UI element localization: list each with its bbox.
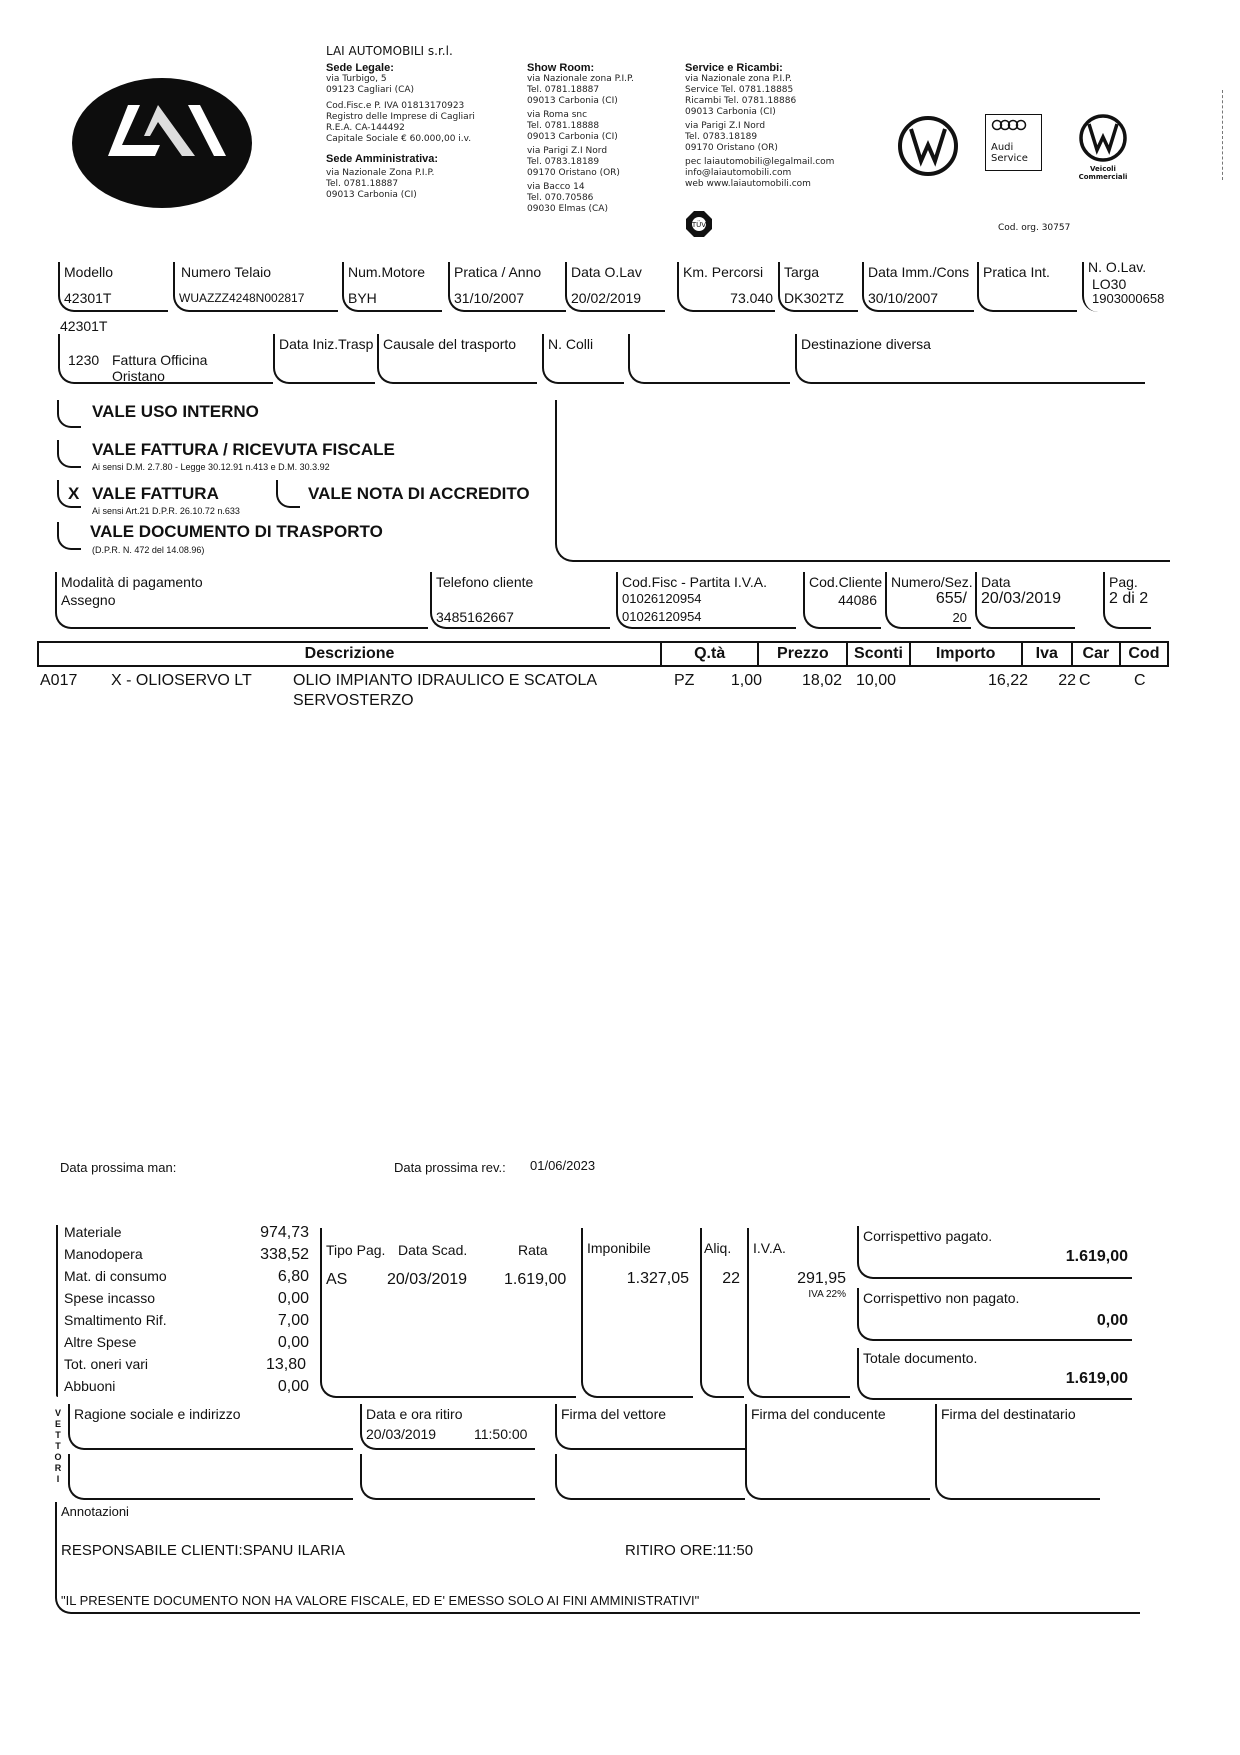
- show-room-title: Show Room:: [527, 62, 595, 74]
- pratica-label: Pratica / Anno: [454, 264, 542, 280]
- ritiro-time: 11:50:00: [474, 1426, 528, 1442]
- tipo-pag-header: Tipo Pag.: [326, 1242, 386, 1258]
- installment-scadenza: 20/03/2019: [387, 1271, 468, 1288]
- cost-value: 6,80: [277, 1268, 309, 1285]
- info-email: info@laiautomobili.com: [685, 168, 792, 178]
- field-data-olav: [565, 262, 665, 312]
- show-room-line: via Parigi Z.I Nord: [527, 146, 608, 156]
- col-car: Car: [1072, 642, 1120, 666]
- side-letter: I: [56, 1474, 60, 1484]
- data-scad-header: Data Scad.: [398, 1242, 468, 1258]
- iva-label: I.V.A.: [753, 1240, 786, 1256]
- field-data: [975, 572, 1075, 629]
- item-code: A017: [40, 672, 78, 689]
- data-label: Data: [981, 574, 1011, 590]
- side-letter: E: [54, 1419, 61, 1429]
- responsabile-note: RESPONSABILE CLIENTI:SPANU ILARIA: [61, 1542, 345, 1559]
- vettori-side-label: [54, 1408, 62, 1485]
- volkswagen-logo-icon: [897, 115, 959, 177]
- km-value: 73.040: [730, 290, 773, 306]
- cost-value: 7,00: [277, 1312, 309, 1329]
- cost-value: 0,00: [277, 1334, 309, 1351]
- modalita-value: Assegno: [61, 592, 116, 608]
- side-letter: V: [54, 1408, 61, 1418]
- ragione-label: Ragione sociale e indirizzo: [74, 1406, 241, 1422]
- cost-label: Manodopera: [64, 1246, 143, 1262]
- service-line: Tel. 0783.18189: [685, 132, 758, 142]
- data-iniz-label: Data Iniz.Trasp: [279, 336, 374, 352]
- codcliente-value: 44086: [838, 592, 877, 608]
- sede-legale-title: Sede Legale:: [326, 62, 394, 74]
- next-maintenance-label: Data prossima man:: [60, 1160, 177, 1175]
- fiscal-line: R.E.A. CA-144492: [326, 123, 405, 133]
- col-sconti: Sconti: [847, 642, 909, 666]
- pagato-value: 1.619,00: [1065, 1248, 1128, 1265]
- item-article: X - OLIOSERVO LT: [111, 672, 252, 689]
- n-olav-value1: LO30: [1092, 276, 1127, 292]
- data-imm-label: Data Imm./Cons: [868, 264, 970, 280]
- causale-label: Causale del trasporto: [383, 336, 517, 352]
- annotazioni-box: [55, 1502, 1140, 1614]
- firma-destinatario-box: [935, 1404, 1100, 1500]
- website: web www.laiautomobili.com: [685, 179, 811, 189]
- data-ora-ritiro-box-2: [360, 1454, 535, 1500]
- show-room-line: via Roma snc: [527, 110, 588, 120]
- audi-service-logo: [985, 114, 1042, 171]
- service-line: Ricambi Tel. 0781.18886: [685, 96, 797, 106]
- item-discount: 10,00: [856, 672, 897, 689]
- item-car: C: [1079, 672, 1091, 689]
- field-pratica: [448, 262, 566, 312]
- ritiro-date: 20/03/2019: [366, 1426, 437, 1442]
- audi-label: Audi: [991, 142, 1014, 153]
- field-modello: [58, 262, 168, 312]
- aliquota-box: [700, 1228, 744, 1398]
- firma-conducente-box: [745, 1404, 930, 1500]
- show-room-line: via Nazionale zona P.I.P.: [527, 74, 634, 84]
- data-olav-value: 20/02/2019: [571, 290, 642, 306]
- service-title: Service e Ricambi:: [685, 62, 783, 74]
- modalita-label: Modalità di pagamento: [61, 574, 203, 590]
- show-room-line: Tel. 0781.18887: [527, 85, 600, 95]
- svg-text:TÜV: TÜV: [691, 221, 707, 229]
- cost-value: 974,73: [260, 1224, 309, 1241]
- sede-amm-title: Sede Amministrativa:: [326, 153, 439, 165]
- customer-code: 1230: [68, 352, 100, 368]
- cost-label: Altre Spese: [64, 1334, 137, 1350]
- item-description-line1: OLIO IMPIANTO IDRAULICO E SCATOLA: [293, 672, 598, 689]
- costs-box-border: [56, 1225, 58, 1397]
- col-iva: Iva: [1022, 642, 1072, 666]
- totale-label: Totale documento.: [863, 1350, 978, 1366]
- field-motore: [342, 262, 442, 312]
- service-line: via Parigi Z.I Nord: [685, 121, 766, 131]
- show-room-line: Tel. 0783.18189: [527, 157, 600, 167]
- ragione-sociale-box: [68, 1404, 353, 1450]
- company-name: LAI AUTOMOBILI s.r.l.: [326, 44, 453, 58]
- cost-label: Materiale: [64, 1224, 122, 1240]
- side-letter: O: [54, 1452, 62, 1462]
- show-room: [527, 62, 634, 215]
- vw-commercial-logo-icon: [1078, 113, 1128, 163]
- aliquota-label: Aliq.: [704, 1240, 732, 1256]
- customer-address-box: [555, 400, 1170, 562]
- field-data-imm: [862, 262, 974, 312]
- pag-value: 2 di 2: [1109, 590, 1149, 607]
- fattura-note: Ai sensi Art.21 D.P.R. 26.10.72 n.633: [92, 506, 240, 516]
- field-targa: [778, 262, 858, 312]
- uso-interno-label: VALE USO INTERNO: [92, 402, 259, 421]
- trasporto-label: VALE DOCUMENTO DI TRASPORTO: [90, 522, 383, 541]
- corrispettivo-pagato-box: [857, 1226, 1132, 1279]
- page-edge-mark: [1222, 90, 1223, 180]
- cost-row: [64, 1312, 309, 1334]
- show-room-line: 09170 Oristano (OR): [527, 168, 620, 178]
- aliquota-value: 22: [722, 1270, 740, 1287]
- pagato-label: Corrispettivo pagato.: [863, 1228, 993, 1244]
- data-ora-ritiro-box: [360, 1404, 535, 1450]
- cost-value: 338,52: [260, 1246, 309, 1263]
- field-modalita-pagamento: [55, 572, 428, 629]
- field-pratica-int: [977, 262, 1077, 312]
- pag-label: Pag.: [1109, 574, 1138, 590]
- vw-commercial-line: Veicoli: [1090, 165, 1116, 173]
- imponibile-box: [581, 1228, 693, 1398]
- service-line: via Nazionale zona P.I.P.: [685, 74, 792, 84]
- non-pagato-label: Corrispettivo non pagato.: [863, 1290, 1020, 1306]
- modello-label: Modello: [64, 264, 114, 280]
- costs-list: [64, 1224, 309, 1400]
- field-cod-cliente: [803, 572, 881, 629]
- customer-line1: Fattura Officina: [112, 352, 208, 368]
- totale-documento-box: [857, 1348, 1132, 1400]
- numero-value: 655/: [935, 590, 967, 607]
- sede-legale-line: via Turbigo, 5: [326, 74, 387, 84]
- cost-row: [64, 1356, 309, 1378]
- field-pagina: [1103, 572, 1151, 629]
- telefono-value: 3485162667: [436, 609, 514, 625]
- field-km: [677, 262, 775, 312]
- ricevuta-note: Ai sensi D.M. 2.7.80 - Legge 30.12.91 n.413 e D.M. 30.3.92: [92, 462, 330, 472]
- field-blank: [628, 334, 790, 384]
- next-revision-label: Data prossima rev.:: [394, 1160, 506, 1175]
- firma-conducente-label: Firma del conducente: [751, 1406, 886, 1422]
- installment-tipo: AS: [326, 1271, 348, 1288]
- sede-amm-line: 09013 Carbonia (CI): [326, 190, 417, 200]
- fiscal-line: Capitale Sociale € 60.000,00 i.v.: [326, 134, 472, 144]
- iva-note: IVA 22%: [808, 1289, 846, 1300]
- field-destinazione: [795, 334, 1145, 384]
- firma-vettore-label: Firma del vettore: [561, 1406, 667, 1422]
- fattura-label: VALE FATTURA: [92, 484, 219, 503]
- telefono-label: Telefono cliente: [436, 574, 534, 590]
- pec-email: pec laiautomobili@legalmail.com: [685, 157, 835, 167]
- field-causale: [377, 334, 537, 384]
- codfisc-label: Cod.Fisc - Partita I.V.A.: [622, 574, 767, 590]
- firma-destinatario-label: Firma del destinatario: [941, 1406, 1076, 1422]
- iva-box: [747, 1228, 850, 1398]
- audi-rings-icon: [990, 119, 1036, 131]
- trasporto-note: (D.P.R. N. 472 del 14.08.96): [92, 545, 205, 555]
- col-cod: Cod: [1120, 642, 1168, 666]
- field-cliente: [58, 334, 273, 384]
- n-olav-value2: 1903000658: [1092, 291, 1165, 306]
- firma-vettore-box: [555, 1404, 745, 1450]
- cost-label: Abbuoni: [64, 1378, 116, 1394]
- service-label: Service: [991, 153, 1028, 164]
- checkbox-ricevuta-fiscale[interactable]: [57, 440, 81, 468]
- motore-value: BYH: [348, 290, 377, 306]
- cost-value: 13,80: [265, 1356, 306, 1373]
- show-room-line: Tel. 0781.18888: [527, 121, 600, 131]
- show-room-line: Tel. 070.70586: [527, 193, 594, 203]
- field-colli: [542, 334, 624, 384]
- pratica-int-label: Pratica Int.: [983, 264, 1050, 280]
- iva-value: 291,95: [797, 1270, 846, 1287]
- ritiro-label: Data e ora ritiro: [366, 1406, 463, 1422]
- checkbox-documento-trasporto[interactable]: [57, 522, 81, 550]
- tuv-certification-icon: [685, 210, 713, 238]
- field-data-iniz-trasp: [273, 334, 375, 384]
- colli-label: N. Colli: [548, 336, 594, 352]
- cost-label: Mat. di consumo: [64, 1268, 167, 1284]
- model-code: 42301T: [60, 318, 108, 334]
- show-room-line: 09013 Carbonia (CI): [527, 96, 618, 106]
- cost-row: [64, 1334, 309, 1356]
- targa-value: DK302TZ: [784, 290, 844, 306]
- targa-label: Targa: [784, 264, 820, 280]
- sede-legale: [326, 62, 475, 201]
- field-n-olav: [1082, 259, 1168, 312]
- cost-label: Smaltimento Rif.: [64, 1312, 167, 1328]
- pratica-value: 31/10/2007: [454, 290, 525, 306]
- vw-commercial-line: Commerciali: [1078, 173, 1128, 181]
- checkbox-uso-interno[interactable]: [57, 400, 81, 428]
- non-pagato-value: 0,00: [1096, 1312, 1128, 1329]
- data-imm-value: 30/10/2007: [868, 290, 939, 306]
- item-cod: C: [1134, 672, 1146, 689]
- col-qta: Q.tà: [661, 642, 758, 666]
- cost-row: [64, 1378, 309, 1400]
- col-descrizione: Descrizione: [38, 642, 661, 666]
- codfisc-value1: 01026120954: [622, 591, 702, 606]
- service-line: Service Tel. 0781.18885: [685, 85, 794, 95]
- corrispettivo-non-pagato-box: [857, 1288, 1132, 1341]
- cost-row: [64, 1246, 309, 1268]
- fiscal-line: Registro delle Imprese di Cagliari: [326, 112, 475, 122]
- items-table-header: [37, 641, 1169, 667]
- cost-value: 0,00: [277, 1290, 309, 1307]
- field-numero-sez: [885, 572, 971, 629]
- numero-label: Numero/Sez.: [891, 574, 973, 590]
- imponibile-value: 1.327,05: [626, 1270, 689, 1287]
- sede-amm-line: via Nazionale Zona P.I.P.: [326, 168, 435, 178]
- service-ricambi: [685, 62, 834, 190]
- ragione-sociale-box-2: [68, 1454, 353, 1500]
- ritiro-note: RITIRO ORE:11:50: [625, 1542, 754, 1559]
- sez-value: 20: [952, 610, 967, 625]
- col-importo: Importo: [910, 642, 1022, 666]
- fattura-check-mark: X: [68, 484, 80, 503]
- col-prezzo: Prezzo: [758, 642, 847, 666]
- item-price: 18,02: [801, 672, 842, 689]
- imponibile-label: Imponibile: [587, 1240, 651, 1256]
- item-iva: 22: [1058, 672, 1076, 689]
- disclaimer-note: "IL PRESENTE DOCUMENTO NON HA VALORE FISCALE, ED E' EMESSO SOLO AI FINI AMMINISTRATIVI": [61, 1593, 700, 1608]
- cost-label: Tot. oneri vari: [64, 1356, 149, 1372]
- show-room-line: 09030 Elmas (CA): [527, 204, 608, 214]
- destinazione-label: Destinazione diversa: [801, 336, 931, 352]
- codfisc-value2: 01026120954: [622, 609, 702, 624]
- codcliente-label: Cod.Cliente: [809, 574, 883, 590]
- lai-logo-icon: [100, 100, 230, 180]
- cost-label: Spese incasso: [64, 1290, 156, 1306]
- item-description-line2: SERVOSTERZO: [293, 692, 414, 709]
- annotazioni-label: Annotazioni: [61, 1504, 129, 1519]
- cost-row: [64, 1268, 309, 1290]
- motore-label: Num.Motore: [348, 264, 426, 280]
- side-letter: R: [54, 1463, 62, 1473]
- next-revision-value: 01/06/2023: [530, 1158, 596, 1173]
- vw-commercial-label: [1070, 165, 1136, 181]
- totale-value: 1.619,00: [1065, 1370, 1128, 1387]
- n-olav-label: N. O.Lav.: [1088, 259, 1147, 275]
- field-telaio: [173, 262, 338, 312]
- service-line: 09013 Carbonia (CI): [685, 107, 776, 117]
- item-um: PZ: [674, 672, 695, 689]
- installments-box: [320, 1228, 576, 1398]
- firma-vettore-box-2: [555, 1454, 745, 1500]
- data-olav-label: Data O.Lav: [571, 264, 642, 280]
- checkbox-nota-accredito[interactable]: [276, 480, 300, 508]
- show-room-line: via Bacco 14: [527, 182, 585, 192]
- side-letter: T: [55, 1430, 61, 1440]
- side-letter: T: [55, 1441, 61, 1451]
- fiscal-line: Cod.Fisc.e P. IVA 01813170923: [326, 101, 465, 111]
- cost-value: 0,00: [277, 1378, 309, 1395]
- cost-row: [64, 1224, 309, 1246]
- sede-legale-line: 09123 Cagliari (CA): [326, 85, 415, 95]
- cod-org: Cod. org. 30757: [998, 223, 1071, 233]
- field-cod-fisc: [616, 572, 796, 629]
- sede-amm-line: Tel. 0781.18887: [326, 179, 399, 189]
- field-telefono: [430, 572, 610, 629]
- rata-header: Rata: [518, 1242, 548, 1258]
- km-label: Km. Percorsi: [683, 264, 764, 280]
- customer-line2: Oristano: [112, 368, 165, 384]
- nota-accredito-label: VALE NOTA DI ACCREDITO: [308, 484, 530, 503]
- item-qty: 1,00: [730, 672, 762, 689]
- modello-value: 42301T: [64, 290, 112, 306]
- ricevuta-label: VALE FATTURA / RICEVUTA FISCALE: [92, 440, 395, 459]
- data-value: 20/03/2019: [981, 590, 1062, 607]
- installment-rata: 1.619,00: [504, 1271, 567, 1288]
- telaio-label: Numero Telaio: [181, 264, 272, 280]
- item-amount: 16,22: [987, 672, 1028, 689]
- telaio-value: WUAZZZ4248N002817: [179, 291, 305, 305]
- service-line: 09170 Oristano (OR): [685, 143, 778, 153]
- cost-row: [64, 1290, 309, 1312]
- show-room-line: 09013 Carbonia (CI): [527, 132, 618, 142]
